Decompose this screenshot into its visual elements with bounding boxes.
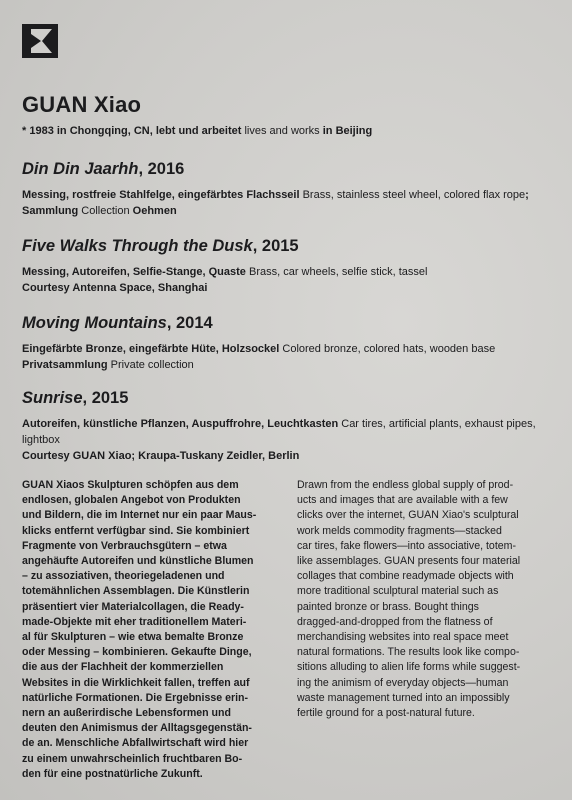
description-line: klicks entfernt verfügbar sind. Sie kombiniert xyxy=(22,524,250,537)
description-line: GUAN Xiaos Skulpturen schöpfen aus dem xyxy=(22,479,239,491)
artwork-title: Five Walks Through the Dusk, 2015 xyxy=(22,237,299,255)
bio-city: in Beijing xyxy=(322,125,373,137)
description-line: merchandising websites into real space meet xyxy=(297,631,509,644)
artwork-materials: Autoreifen, künstliche Pflanzen, Auspuffrohre, Leuchtkasten Car tires, artificial plants, exhaust pipes, lightbox xyxy=(22,418,536,446)
artwork-credit: Privatsammlung Private collection xyxy=(22,359,194,371)
description-line: und Bildern, die im Internet nur ein paar Maus- xyxy=(22,509,257,522)
description-line: fertile ground for a post-natural future. xyxy=(297,707,475,720)
description-line: work melds commodity fragments—stacked xyxy=(297,524,502,537)
artwork-entry xyxy=(22,160,552,219)
description-line: dragged-and-dropped from the flatness of xyxy=(297,615,493,628)
description-line: clicks over the internet, GUAN Xiao's sculptural xyxy=(297,509,519,522)
description-german xyxy=(22,478,284,782)
description-line: zu einem unwahrscheinlich fruchtbaren Bo- xyxy=(22,752,243,765)
description-line: natural formations. The results look like compo- xyxy=(297,646,520,659)
description-line: like assemblages. GUAN presents four material xyxy=(297,555,521,568)
artwork-credit: Courtesy Antenna Space, Shanghai xyxy=(22,282,208,294)
description-line: al für Skulpturen – wie etwa bemalte Bronze xyxy=(22,631,244,644)
artwork-materials: Messing, rostfreie Stahlfelge, eingefärbtes Flachsseil Brass, stainless steel wheel, colored flax rope; Sammlung Collection Oehmen xyxy=(22,189,529,217)
bio-english: lives and works xyxy=(244,125,323,137)
description-line: made-Objekte mit eher traditionellem Materi- xyxy=(22,615,247,628)
description-line: den für eine postnatürliche Zukunft. xyxy=(22,767,203,780)
artwork-materials: Eingefärbte Bronze, eingefärbte Hüte, Holzsockel Colored bronze, colored hats, wooden base xyxy=(22,343,496,355)
description-line: deuten den Animismus der Alltagsgegenstän- xyxy=(22,722,252,735)
description-line: more traditional sculptural material such as xyxy=(297,585,499,598)
description-line: car tires, fake flowers—into associative, totem- xyxy=(297,539,517,552)
artwork-materials: Messing, Autoreifen, Selfie-Stange, Quaste Brass, car wheels, selfie stick, tassel xyxy=(22,266,428,278)
museum-logo-icon xyxy=(22,24,58,58)
description-line: sitions alluding to alien life forms while suggest- xyxy=(297,661,521,674)
description-line: Fragmente von Verbrauchsgütern – etwa xyxy=(22,539,227,552)
artwork-entry xyxy=(22,389,552,464)
description-line: die aus der Flachheit der kommerziellen xyxy=(22,661,224,674)
artwork-credit: Courtesy GUAN Xiao; Kraupa-Tuskany Zeidler, Berlin xyxy=(22,450,300,462)
description-line: ing the animism of everyday objects—human xyxy=(297,676,509,689)
artwork-entry xyxy=(22,237,552,296)
description-line: ucts and images that are available with a few xyxy=(297,494,508,507)
description-line: collages that combine readymade objects with xyxy=(297,570,514,583)
description-line: – zu assoziativen, theoriegeladenen und xyxy=(22,570,225,583)
description-line: waste management turned into an impossibly xyxy=(297,691,510,704)
artist-name: GUAN Xiao xyxy=(22,92,142,117)
description-line: Websites in die Wirklichkeit fallen, treffen auf xyxy=(22,676,250,689)
artwork-title: Moving Mountains, 2014 xyxy=(22,314,213,332)
artist-bio xyxy=(22,125,372,137)
artwork-entry xyxy=(22,314,552,373)
artwork-title: Sunrise, 2015 xyxy=(22,389,129,407)
description-line: präsentiert vier Materialcollagen, die Ready- xyxy=(22,600,244,613)
artwork-title: Din Din Jaarhh, 2016 xyxy=(22,160,185,178)
description-line: painted bronze or brass. Bought things xyxy=(297,600,479,613)
bio-german: * 1983 in Chongqing, CN, lebt und arbeitet xyxy=(22,125,245,137)
description-line: endlosen, globalen Angebot von Produkten xyxy=(22,494,241,507)
description-line: nern an außerirdische Lebensformen und xyxy=(22,707,231,720)
description-line: angehäufte Autoreifen und künstliche Blumen xyxy=(22,555,254,568)
description-line: natürliche Formationen. Die Ergebnisse erin- xyxy=(22,691,249,704)
description-english xyxy=(297,478,552,721)
description-line: totemähnlichen Assemblagen. Die Künstlerin xyxy=(22,585,250,598)
description-line: Drawn from the endless global supply of prod- xyxy=(297,479,514,491)
description-line: de an. Menschliche Abfallwirtschaft wird hier xyxy=(22,737,249,750)
description-line: oder Messing – kombinieren. Gekaufte Dinge, xyxy=(22,646,252,659)
